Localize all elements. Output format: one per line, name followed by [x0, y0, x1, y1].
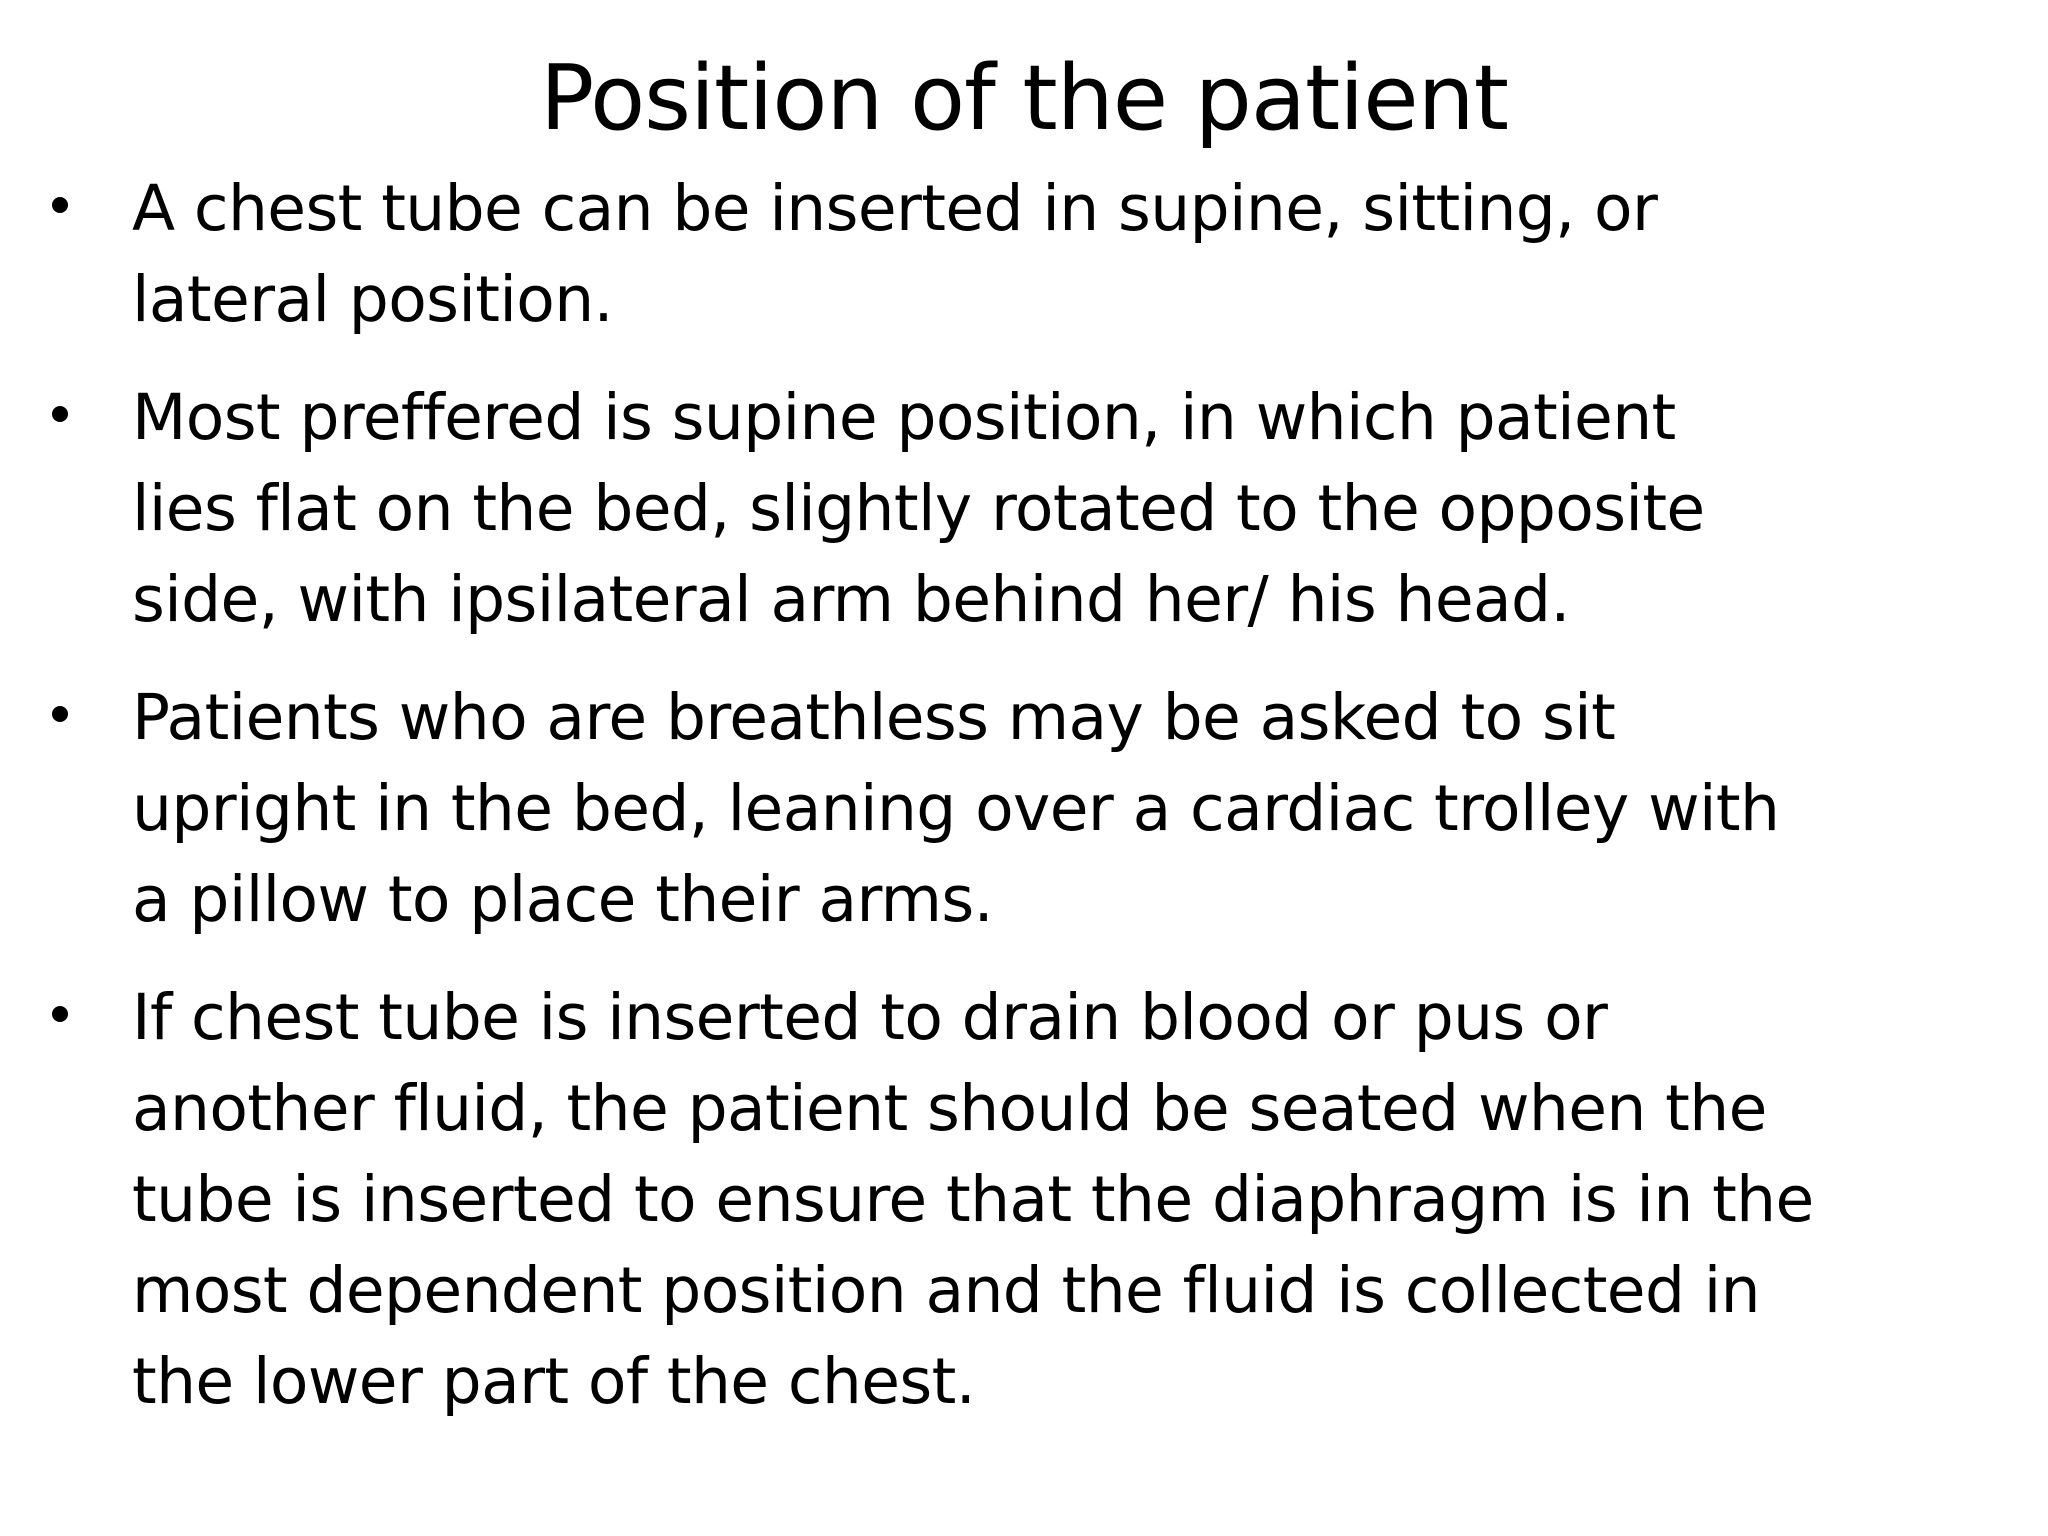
bullet-text: If chest tube is inserted to drain blood or pus or another fluid, the patient should be seated when the tube is inserted to ensure that the diaphragm is in the most dependent position and the fluid is collected in the lower part of the chest. — [132, 981, 1814, 1418]
bullet-dot-icon — [52, 706, 68, 722]
bullet-text: A chest tube can be inserted in supine, sitting, or lateral position. — [132, 172, 1658, 336]
bullet-dot-icon — [52, 1006, 68, 1022]
bullet-dot-icon — [52, 406, 68, 422]
bullet-text: Most preffered is supine position, in which patient lies flat on the bed, slightly rotated to the opposite side, with ipsilateral arm behind her/ his head. — [132, 381, 1705, 636]
slide-title: Position of the patient — [540, 46, 1508, 151]
bullet-dot-icon — [52, 197, 68, 213]
bullet-text: Patients who are breathless may be asked to sit upright in the bed, leaning over a cardiac trolley with a pillow to place their arms. — [132, 681, 1780, 936]
